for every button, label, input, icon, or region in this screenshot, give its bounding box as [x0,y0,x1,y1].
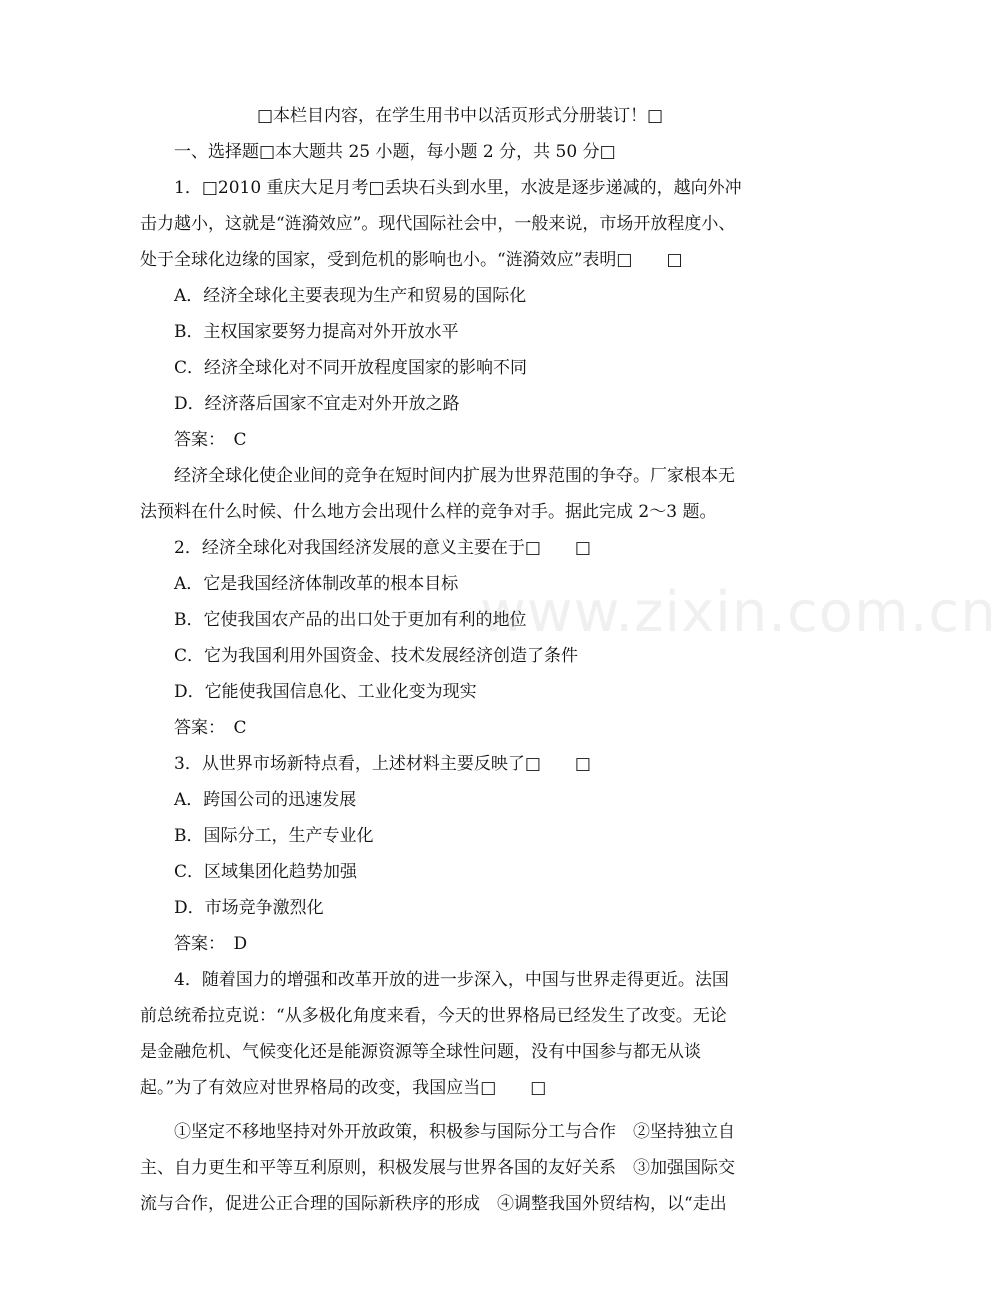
q3-option-d: D．市场竞争激烈化 [174,898,324,918]
q3-stem: 3．从世界市场新特点看，上述材料主要反映了□ □ [174,754,591,774]
q4-stem-line: 前总统希拉克说：“从多极化角度来看，今天的世界格局已经发生了改变。无论 [140,1006,727,1026]
material-line: 经济全球化使企业间的竞争在短时间内扩展为世界范围的争夺。厂家根本无 [174,466,735,486]
q1-option-d: D．经济落后国家不宜走对外开放之路 [174,394,460,414]
watermark: www.zixin.com.cn [480,580,997,645]
section-title: 一、选择题□本大题共 25 小题，每小题 2 分，共 50 分□ [174,142,616,162]
q4-choice-line: 流与合作，促进公正合理的国际新秩序的形成 ④调整我国外贸结构，以“走出 [140,1194,727,1214]
q4-choice-line: 主、自力更生和平等互利原则，积极发展与世界各国的友好关系 ③加强国际交 [140,1158,735,1178]
q3-option-b: B．国际分工，生产专业化 [174,826,374,846]
q2-option-a: A．它是我国经济体制改革的根本目标 [174,574,459,594]
q1-stem-line: 处于全球化边缘的国家，受到危机的影响也小。“涟漪效应”表明□ □ [140,250,683,270]
q1-stem-line: 击力越小，这就是“涟漪效应”。现代国际社会中，一般来说，市场开放程度小、 [140,214,736,234]
header-note: □本栏目内容，在学生用书中以活页形式分册装订！□ [256,106,664,126]
q1-stem-line: 1．□2010 重庆大足月考□丢块石头到水里，水波是逐步递减的，越向外冲 [174,178,742,198]
q3-answer: 答案： D [174,934,248,954]
q1-answer: 答案： C [174,430,247,450]
q2-option-c: C．它为我国利用外国资金、技术发展经济创造了条件 [174,646,579,666]
q3-option-a: A．跨国公司的迅速发展 [174,790,357,810]
q1-option-a: A．经济全球化主要表现为生产和贸易的国际化 [174,286,527,306]
material-line: 法预料在什么时候、什么地方会出现什么样的竞争对手。据此完成 2～3 题。 [140,502,717,522]
q4-stem-line: 4．随着国力的增强和改革开放的进一步深入，中国与世界走得更近。法国 [174,970,729,990]
q4-stem-line: 起。”为了有效应对世界格局的改变，我国应当□ □ [140,1078,547,1098]
q2-stem: 2．经济全球化对我国经济发展的意义主要在于□ □ [174,538,591,558]
q1-option-c: C．经济全球化对不同开放程度国家的影响不同 [174,358,528,378]
q2-option-d: D．它能使我国信息化、工业化变为现实 [174,682,477,702]
q1-option-b: B．主权国家要努力提高对外开放水平 [174,322,459,342]
q4-choice-line: ①坚定不移地坚持对外开放政策，积极参与国际分工与合作 ②坚持独立自 [174,1122,735,1142]
q2-option-b: B．它使我国农产品的出口处于更加有利的地位 [174,610,527,630]
q3-option-c: C．区域集团化趋势加强 [174,862,358,882]
q2-answer: 答案： C [174,718,247,738]
q4-stem-line: 是金融危机、气候变化还是能源资源等全球性问题，没有中国参与都无从谈 [140,1042,701,1062]
